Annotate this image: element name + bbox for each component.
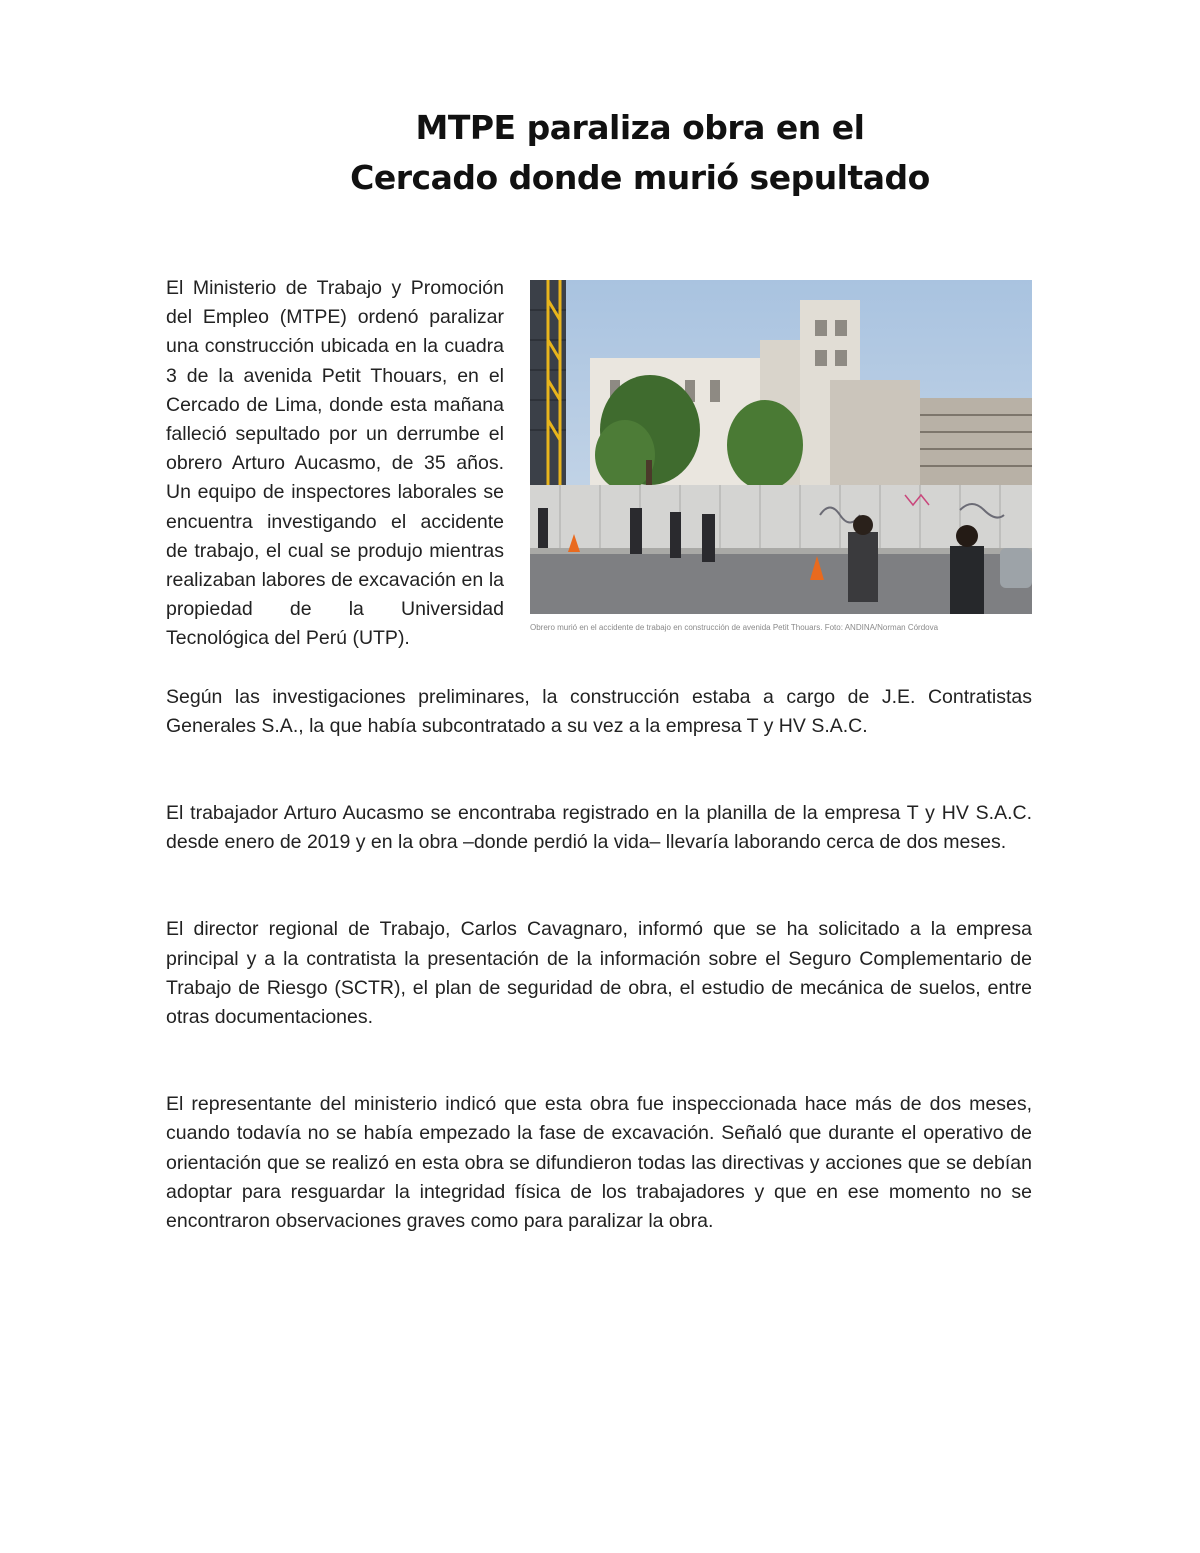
article-body: [166, 274, 1032, 1236]
title-line-1: MTPE paraliza obra en el: [415, 108, 865, 147]
paragraph-4: El director regional de Trabajo, Carlos Cavagnaro, informó que se ha solicitado a la empresa principal y a la contratista la presentación de la información sobre el Seguro Complementario de Trabajo de Riesgo (SCTR), el plan de seguridad de obra, el estudio de mecánica de suelos, entre otras documentaciones.: [166, 918, 1032, 1029]
paragraph-1: El Ministerio de Trabajo y Promoción del Empleo (MTPE) ordenó paralizar una construcción ubicada en la cuadra 3 de la avenida Petit Thouars, en el Cercado de Lima, donde esta mañana falleció sepultado por un derrumbe el obrero Arturo Aucasmo, de 35 años. Un equipo de inspectores laborales se encuentra investigando el accidente de trabajo, el cual se produjo mientras realizaban labores de excavación en la propiedad de la Universidad Tecnológica del Perú (UTP).: [166, 277, 504, 650]
paragraph-2: Según las investigaciones preliminares, la construcción estaba a cargo de J.E. Contratistas Generales S.A., la que había subcontratado a su vez a la empresa T y HV S.A.C.: [166, 685, 1032, 737]
paragraph-3: El trabajador Arturo Aucasmo se encontraba registrado en la planilla de la empresa T y HV S.A.C. desde enero de 2019 y en la obra –donde perdió la vida– llevaría laborando cerca de dos meses.: [166, 802, 1032, 854]
paragraph-5: El representante del ministerio indicó que esta obra fue inspeccionada hace más de dos meses, cuando todavía no se había empezado la fase de excavación. Señaló que durante el operativo de orientación que se realizó en esta obra se difundieron todas las directivas y acciones que se debían adoptar para resguardar la integridad física de los trabajadores y que en ese momento no se encontraron observaciones graves como para paralizar la obra.: [166, 1093, 1032, 1233]
document-title: [140, 103, 1140, 203]
construction-site-photo: [530, 280, 1032, 614]
photo-caption: Obrero murió en el accidente de trabajo en construcción de avenida Petit Thouars. Foto: ANDINA/Norman Córdova: [530, 623, 939, 632]
news-photo-figure: [530, 280, 1032, 648]
title-line-2: Cercado donde murió sepultado: [350, 158, 930, 197]
